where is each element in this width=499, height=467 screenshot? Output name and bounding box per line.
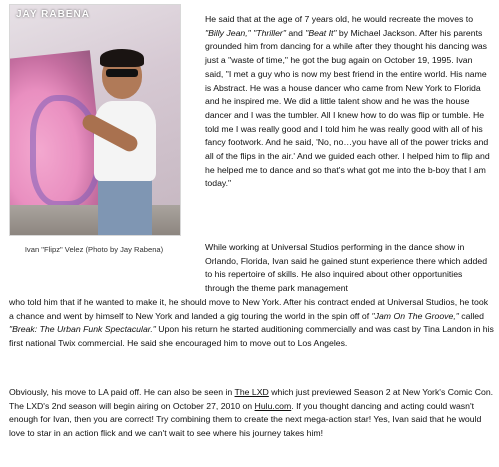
show-title: "Jam On The Groove," — [371, 310, 459, 321]
paragraph-universal-studios: While working at Universal Studios performing in the dance show in Orlando, Florida, Ivan said he gained stunt experience there which added to his repertoire of skills. He also inquired about other opportunities through the theme park management — [205, 242, 488, 294]
hulu-link[interactable]: Hulu.com — [254, 400, 292, 411]
the-lxd-link[interactable]: The LXD — [234, 387, 269, 397]
song-title: "Billy Jean," — [205, 27, 251, 38]
song-title: "Thriller" — [253, 27, 286, 38]
show-title: "Break: The Urban Funk Spectacular." — [9, 324, 156, 335]
photo-caption: Ivan "Flipz" Velez (Photo by Jay Rabena) — [24, 245, 164, 254]
paragraph-childhood: He said that at the age of 7 years old, he would recreate the moves to "Billy Jean," "Thriller" and "Beat It" by Michael Jackson. After his parents grounded him from dancing for a while after they thought his dancing was just a "waste of time," he got the bug again on October 19, 1995. Ivan said, "I met a guy who is now my best friend in the entire world. His name is Abstract. He was a house dancer who came from New York to Florida and he inspired me. We did a little talent show and he was the house dancer and I was the tumbler. All I knew how to do was flip or tumble. He told me I was really good and I told him he was really good with all of his fancy footwork. And he said, 'No, no…you have all of the power tricks and all of the flips in the air.' And we guided each other. I helped him to flip and he helped me to dance and so that's what got me into the b-boy that I am today." — [205, 14, 490, 189]
photo-watermark: JAY RABENA — [16, 9, 90, 20]
ivan-velez-photo — [9, 4, 181, 236]
paragraph-new-york: who told him that if he wanted to make it, he should move to New York. After his contract ended at Universal Studios, he took a chance and went by himself to New York and landed a gig touring the world in the spin off of "Jam On The Groove," called "Break: The Urban Funk Spectacular." Upon his return he started auditioning commercially and was cast by Tina Landon in his first national Twix commercial. He said she encouraged him to move out to Los Angeles. — [9, 297, 494, 349]
paragraph-los-angeles: Obviously, his move to LA paid off. He can also be seen in The LXD which just previewed Season 2 at New York's Comic Con. The LXD's 2nd season will begin airing on October 27, 2010 on Hulu.com. If you thought dancing and acting could wasn't enough for Ivan, then you are correct! Try combining them to create the next mega-action star! Yes, Ivan said that he would love to star in an action flick and we can't wait to see where his journey takes him! — [9, 387, 494, 439]
article-figure — [9, 4, 185, 255]
song-title: "Beat It" — [305, 27, 337, 38]
